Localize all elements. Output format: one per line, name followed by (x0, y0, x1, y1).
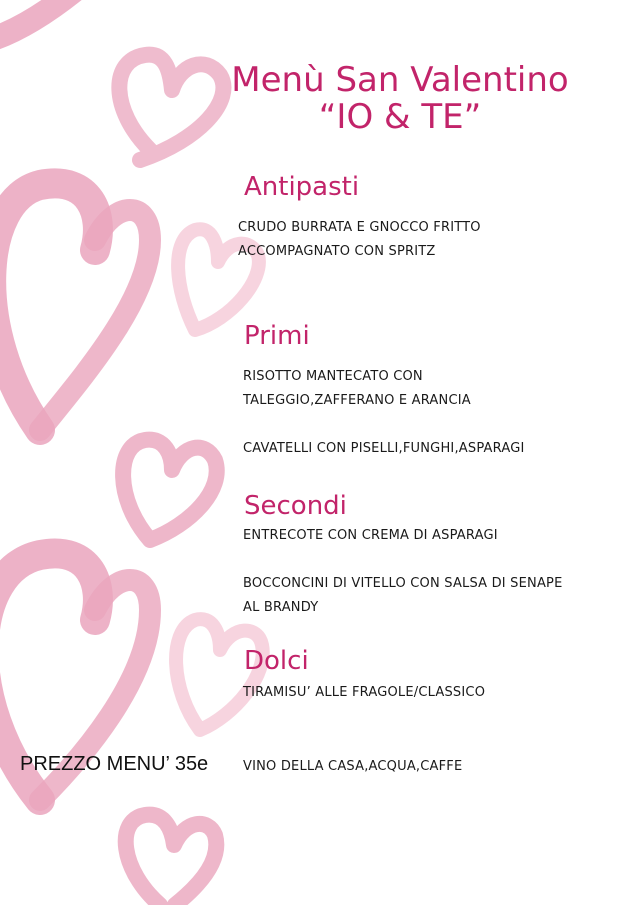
menu-item: RISOTTO MANTECATO CON (243, 369, 423, 384)
section-antipasti-heading: Antipasti (244, 172, 360, 202)
menu-price: PREZZO MENU’ 35e (20, 753, 209, 775)
menu-item: TALEGGIO,ZAFFERANO E ARANCIA (243, 393, 471, 408)
heart-icon (40, 210, 150, 430)
heart-icon (123, 440, 217, 540)
section-dolci-heading: Dolci (244, 646, 309, 676)
menu-title: Menù San Valentino (231, 60, 569, 100)
menu-item: ENTRECOTE CON CREMA DI ASPARAGI (243, 528, 498, 543)
menu-subtitle: “IO & TE” (318, 97, 482, 137)
menu-item: CRUDO BURRATA E GNOCCO FRITTO (238, 220, 481, 235)
heart-icon (126, 815, 217, 905)
menu-item: ACCOMPAGNATO CON SPRITZ (238, 244, 436, 259)
menu-item: TIRAMISU’ ALLE FRAGOLE/CLASSICO (243, 685, 486, 700)
heart-icon (0, 0, 75, 40)
menu-item: BOCCONCINI DI VITELLO CON SALSA DI SENAPE (243, 576, 563, 591)
menu-item: AL BRANDY (243, 600, 319, 615)
menu-item: CAVATELLI CON PISELLI,FUNGHI,ASPARAGI (243, 441, 525, 456)
section-secondi-heading: Secondi (244, 491, 347, 521)
section-primi-heading: Primi (244, 321, 310, 351)
menu-extras: VINO DELLA CASA,ACQUA,CAFFE (243, 759, 463, 774)
